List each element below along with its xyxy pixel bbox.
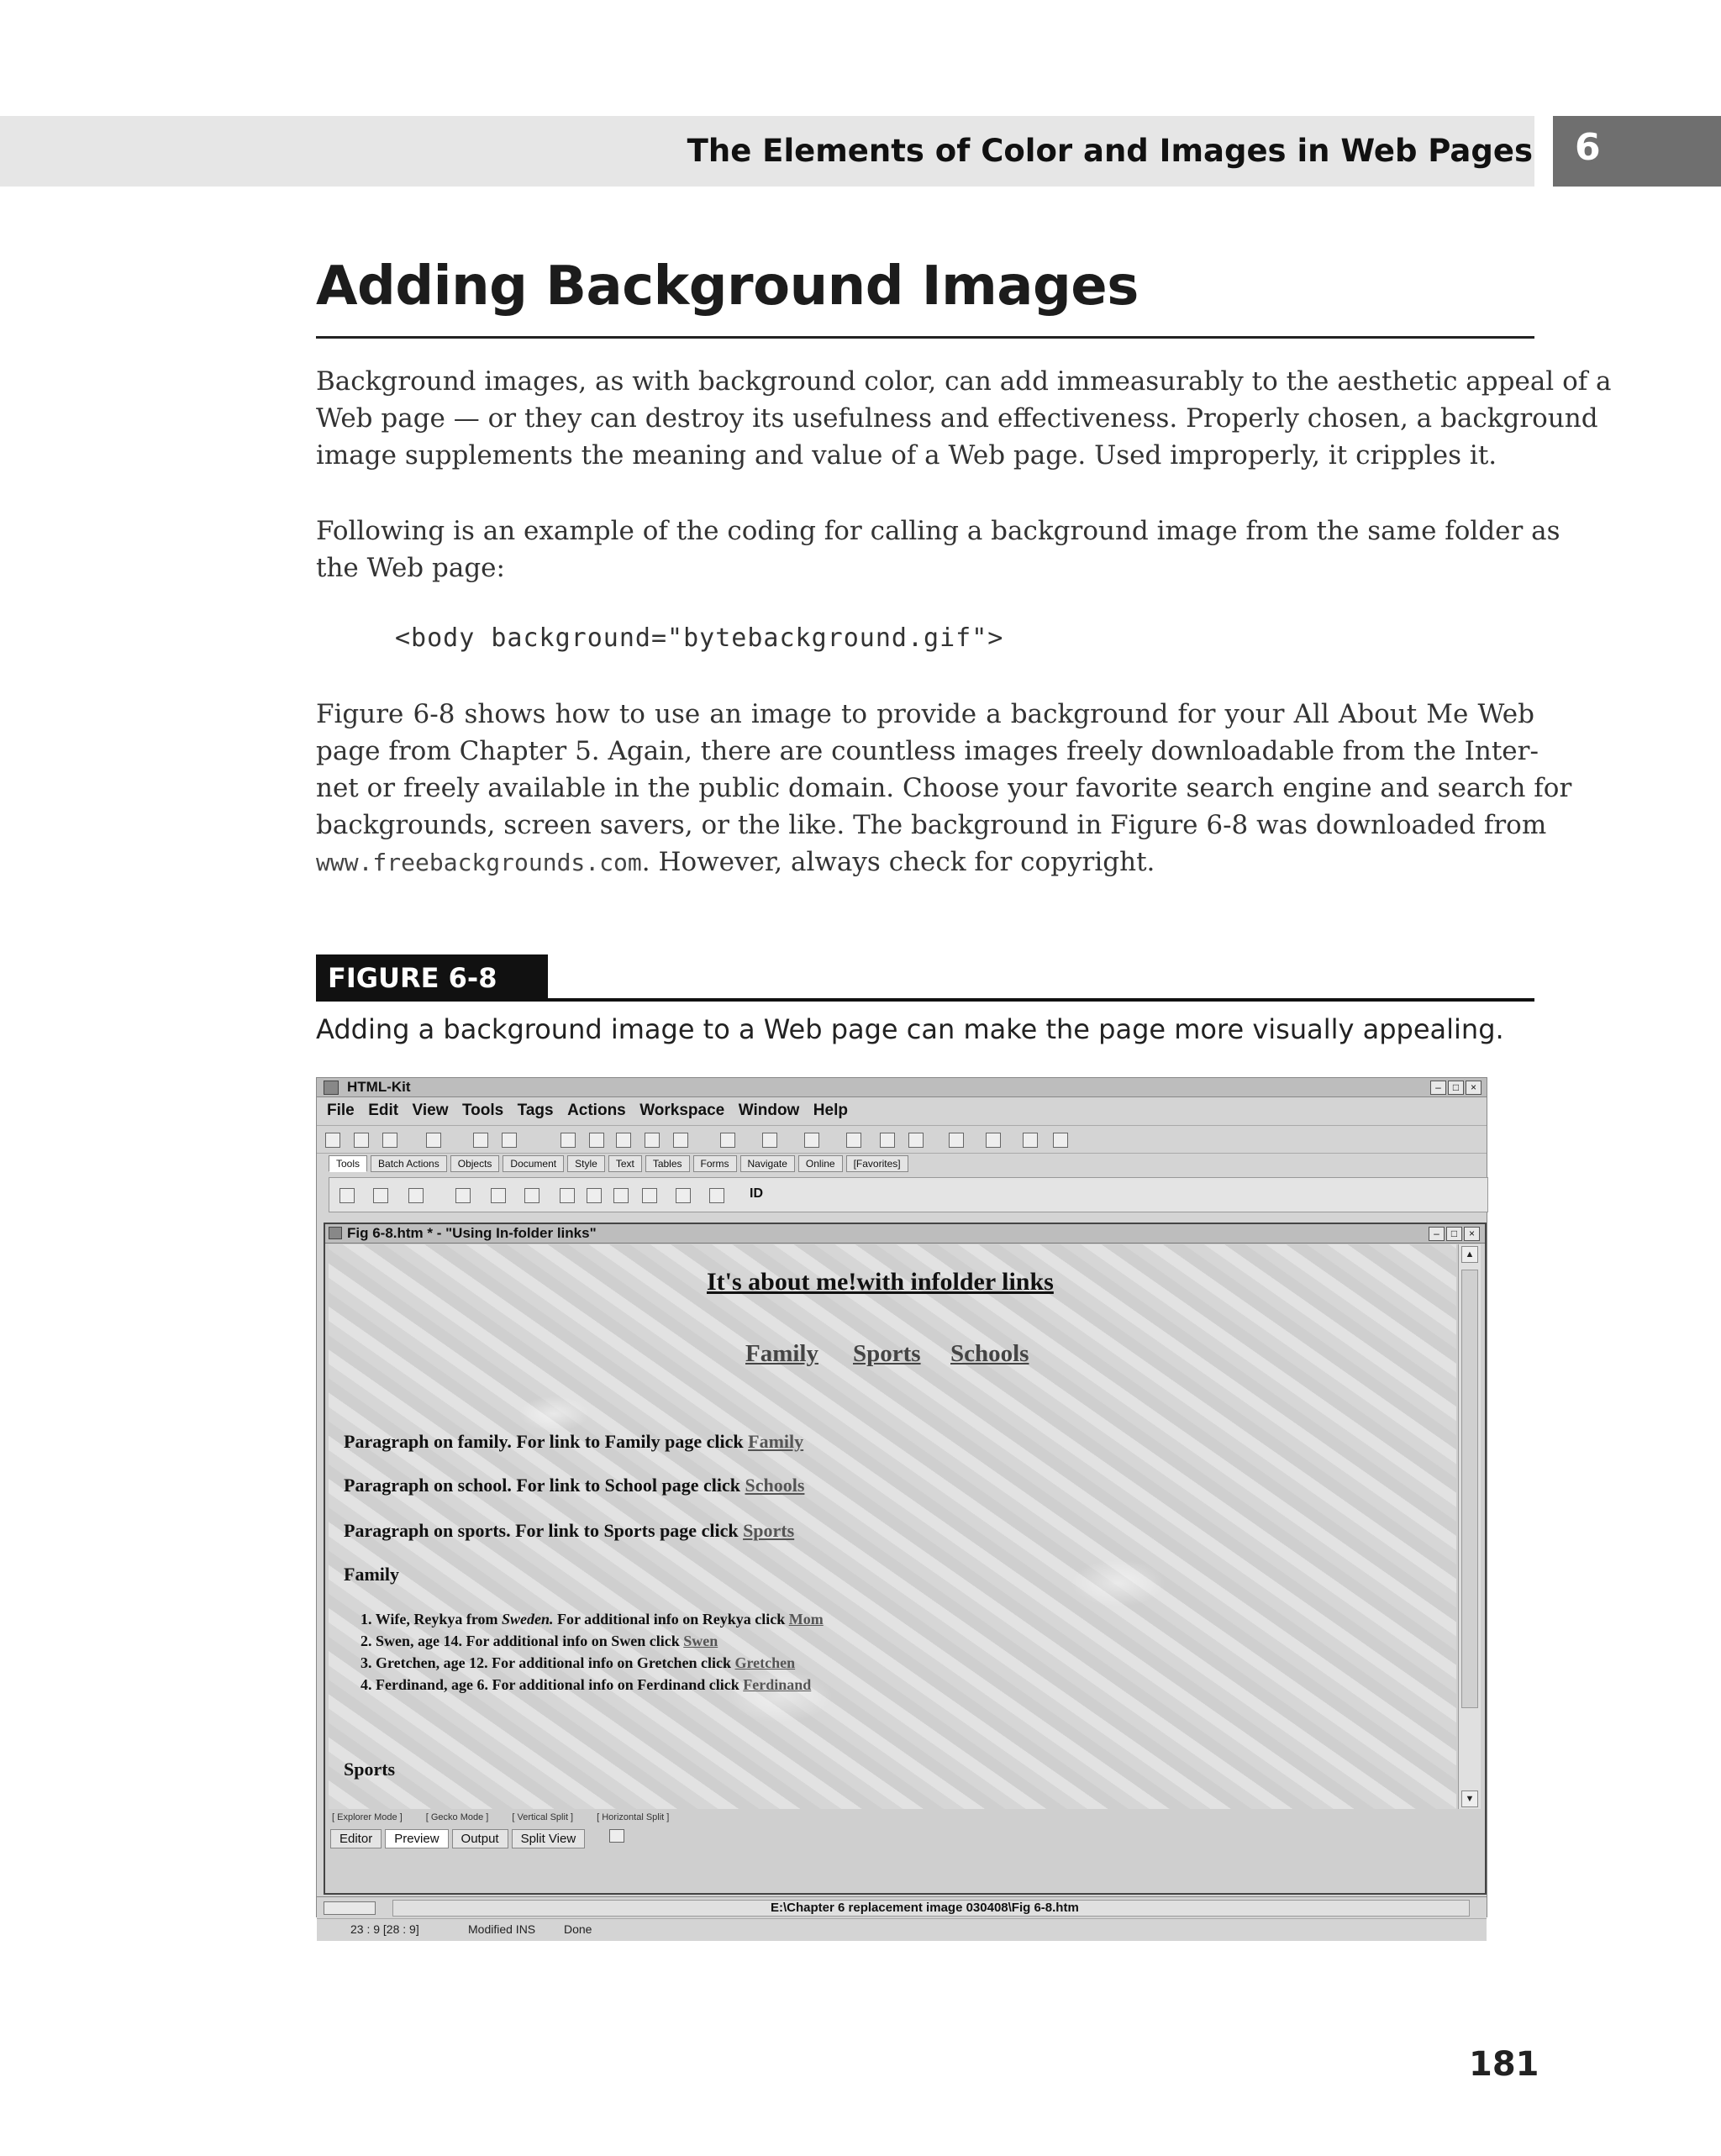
page-number: 181: [1469, 2045, 1539, 2084]
nav-link-schools[interactable]: Schools: [950, 1340, 1029, 1367]
mode-explorer[interactable]: [ Explorer Mode ]: [332, 1812, 403, 1822]
paragraph-line: backgrounds, screen savers, or the like. The background in Figure 6-8 was downloaded from: [316, 810, 1547, 840]
save-icon[interactable]: [426, 1133, 441, 1148]
find-icon[interactable]: [804, 1133, 819, 1148]
list-item: [361, 1676, 811, 1694]
list-text: Wife, Reykya from: [375, 1611, 498, 1628]
document-title-bar: [325, 1224, 1485, 1244]
tab-output[interactable]: Output: [452, 1829, 508, 1848]
document-icon[interactable]: [560, 1188, 575, 1203]
menu-view[interactable]: View: [412, 1102, 449, 1119]
file-path: E:\Chapter 6 replacement image 030408\Fig 6-8.htm: [771, 1901, 1079, 1915]
tree-icon[interactable]: [880, 1133, 895, 1148]
link-sports[interactable]: Sports: [743, 1520, 795, 1541]
tab-navigate[interactable]: Navigate: [740, 1155, 795, 1172]
paste-icon[interactable]: [645, 1133, 660, 1148]
new-file-icon[interactable]: [325, 1133, 340, 1148]
copy-icon[interactable]: [616, 1133, 631, 1148]
link-swen[interactable]: Swen: [683, 1633, 718, 1649]
paragraph-line: Web page — or they can destroy its usefulness and effectiveness. Properly chosen, a background: [316, 403, 1598, 434]
close-icon[interactable]: ×: [1464, 1227, 1480, 1241]
tab-style[interactable]: Style: [567, 1155, 605, 1172]
text-icon[interactable]: [524, 1188, 539, 1203]
redo-icon[interactable]: [762, 1133, 777, 1148]
table-icon[interactable]: [676, 1188, 691, 1203]
link-family[interactable]: Family: [748, 1431, 804, 1452]
maximize-icon[interactable]: □: [1448, 1081, 1464, 1095]
list-icon[interactable]: [642, 1188, 657, 1203]
view-tabs: [330, 1829, 628, 1848]
paragraph-line: net or freely available in the public domain. Choose your favorite search engine and search for: [316, 773, 1572, 803]
document-window: [324, 1223, 1487, 1895]
running-header-title: The Elements of Color and Images in Web Pages: [687, 133, 1533, 169]
mode-horizontal-split[interactable]: [ Horizontal Split ]: [597, 1812, 670, 1822]
url-text: www.freebackgrounds.com: [316, 849, 642, 876]
window-icon[interactable]: [986, 1133, 1001, 1148]
section-heading: Adding Background Images: [316, 255, 1139, 318]
tools-toolbar: [329, 1177, 1488, 1212]
paragraph-line: the Web page:: [316, 553, 505, 583]
family-heading: Family: [344, 1564, 399, 1585]
tab-tools[interactable]: Tools: [329, 1155, 367, 1172]
clipboard-icon[interactable]: [561, 1133, 576, 1148]
mode-vertical-split[interactable]: [ Vertical Split ]: [512, 1812, 574, 1822]
figure-label: FIGURE 6-8: [328, 962, 497, 994]
nav-buttons-icon[interactable]: [324, 1901, 376, 1915]
tab-text[interactable]: Text: [608, 1155, 642, 1172]
cut-icon[interactable]: [589, 1133, 604, 1148]
mode-gecko[interactable]: [ Gecko Mode ]: [425, 1812, 489, 1822]
list-emphasis: Sweden.: [502, 1611, 554, 1628]
paragraph-tail: . However, always check for copyright.: [641, 847, 1155, 877]
paragraph-text: Paragraph on family. For link to Family page click: [344, 1431, 744, 1452]
cursor-position: 23 : 9 [28 : 9]: [350, 1922, 419, 1936]
paragraph-text: Paragraph on sports. For link to Sports page click: [344, 1520, 739, 1541]
app-icon: [324, 1081, 339, 1095]
brush-icon[interactable]: [373, 1188, 388, 1203]
paragraph-school: [344, 1475, 804, 1496]
menu-tools[interactable]: Tools: [461, 1102, 504, 1119]
list-number: 2.: [361, 1633, 372, 1649]
paragraph-1: [316, 363, 1612, 474]
paragraph-line: page from Chapter 5. Again, there are countless images freely downloadable from the Inter-: [316, 736, 1539, 766]
anchor-icon[interactable]: [613, 1188, 629, 1203]
figure-label-tab: [316, 954, 548, 1002]
link-gretchen[interactable]: Gretchen: [734, 1654, 796, 1671]
link-ferdinand[interactable]: Ferdinand: [743, 1676, 812, 1693]
figure-rule: [316, 998, 1534, 1002]
list-text: Swen, age 14. For additional info on Swen click: [376, 1633, 680, 1649]
list-item: [361, 1654, 795, 1672]
link-schools[interactable]: Schools: [745, 1475, 805, 1496]
tab-online[interactable]: Online: [798, 1155, 843, 1172]
monitor-icon[interactable]: [949, 1133, 964, 1148]
paragraph-line: image supplements the meaning and value of a Web page. Used improperly, it cripples it.: [316, 440, 1497, 471]
list-item: [361, 1633, 718, 1650]
tab-editor[interactable]: Editor: [330, 1829, 382, 1848]
main-toolbar: [317, 1125, 1487, 1154]
scroll-down-icon[interactable]: ▼: [1461, 1791, 1478, 1807]
layout-icon[interactable]: [846, 1133, 861, 1148]
nav-link-family[interactable]: Family: [745, 1340, 818, 1367]
menu-workspace[interactable]: Workspace: [639, 1102, 725, 1119]
pointer-icon[interactable]: [339, 1188, 355, 1203]
scroll-up-icon[interactable]: ▲: [1461, 1246, 1478, 1263]
image-icon[interactable]: [908, 1133, 924, 1148]
list-item: [361, 1611, 824, 1628]
close-icon[interactable]: ×: [1466, 1081, 1482, 1095]
paragraph-line: Figure 6-8 shows how to use an image to provide a background for your All About Me Web: [316, 699, 1534, 729]
preview-heading: It's about me!with infolder links: [707, 1268, 1054, 1296]
undo-icon[interactable]: [720, 1133, 735, 1148]
paragraph-sports: [344, 1520, 794, 1542]
path-bar: [317, 1896, 1487, 1919]
paragraph-family: [344, 1431, 803, 1453]
tab-forms[interactable]: Forms: [693, 1155, 737, 1172]
document-title: Fig 6-8.htm * - "Using In-folder links": [347, 1225, 597, 1241]
settings-icon[interactable]: [609, 1829, 624, 1843]
paragraph-2: [316, 513, 1560, 586]
render-mode-bar: [332, 1812, 692, 1822]
chapter-number: 6: [1575, 126, 1601, 169]
scrollbar-thumb[interactable]: [1461, 1270, 1478, 1708]
list-number: 1.: [361, 1611, 372, 1628]
minimize-icon[interactable]: –: [1429, 1227, 1445, 1241]
clock-icon[interactable]: [491, 1188, 506, 1203]
tab-document[interactable]: Document: [503, 1155, 564, 1172]
menu-tags[interactable]: Tags: [517, 1102, 554, 1119]
document-icon: [329, 1227, 342, 1239]
tab-favorites[interactable]: [Favorites]: [846, 1155, 908, 1172]
list-text: For additional info on Reykya click: [553, 1611, 786, 1628]
minimize-icon[interactable]: –: [1430, 1081, 1446, 1095]
list-text: Gretchen, age 12. For additional info on Gretchen click: [376, 1654, 731, 1671]
list-number: 3.: [361, 1654, 372, 1671]
done-status: Done: [564, 1922, 592, 1936]
figure-screenshot: [316, 1077, 1487, 1936]
window-controls: [1429, 1080, 1482, 1095]
chapter-number-tab: [1553, 116, 1721, 187]
app-title: HTML-Kit: [347, 1079, 411, 1095]
nav-link-sports[interactable]: Sports: [853, 1340, 921, 1367]
list-number: 4.: [361, 1676, 372, 1693]
code-sample: <body background="bytebackground.gif">: [395, 623, 1004, 653]
status-bar: [317, 1918, 1487, 1941]
paragraph-3: [316, 696, 1572, 881]
print-icon[interactable]: [473, 1133, 488, 1148]
tab-preview[interactable]: Preview: [385, 1829, 448, 1848]
tab-tables[interactable]: Tables: [645, 1155, 690, 1172]
equals-icon[interactable]: [455, 1188, 471, 1203]
figure-caption: Adding a background image to a Web page can make the page more visually appealing.: [316, 1013, 1504, 1045]
tab-batch-actions[interactable]: Batch Actions: [371, 1155, 447, 1172]
browser-preview: [329, 1244, 1456, 1809]
menu-bar: [317, 1098, 1487, 1123]
preview-icon[interactable]: [502, 1133, 517, 1148]
refresh-icon[interactable]: [1023, 1133, 1038, 1148]
toolbar-tabs: [329, 1155, 1487, 1175]
sports-heading: Sports: [344, 1759, 396, 1780]
tab-objects[interactable]: Objects: [450, 1155, 500, 1172]
edit-mode-status: Modified INS: [468, 1922, 536, 1936]
menu-file[interactable]: File: [327, 1102, 355, 1119]
document-window-controls: [1427, 1226, 1480, 1241]
heading-rule: [316, 336, 1534, 339]
paragraph-line: Background images, as with background color, can add immeasurably to the aesthetic appeal of a: [316, 366, 1612, 397]
paragraph-line: [316, 844, 1534, 881]
paragraph-text: Paragraph on school. For link to School page click: [344, 1475, 741, 1496]
menu-actions[interactable]: Actions: [567, 1102, 626, 1119]
menu-window[interactable]: Window: [738, 1102, 800, 1119]
menu-help[interactable]: Help: [813, 1102, 848, 1119]
id-dropdown[interactable]: ID: [750, 1186, 763, 1201]
delete-icon[interactable]: [673, 1133, 688, 1148]
vertical-scrollbar[interactable]: [1458, 1244, 1481, 1809]
form-icon[interactable]: [709, 1188, 724, 1203]
menu-edit[interactable]: Edit: [368, 1102, 399, 1119]
link-icon[interactable]: [587, 1188, 602, 1203]
open-folder-icon[interactable]: [382, 1133, 397, 1148]
grid-icon[interactable]: [1053, 1133, 1068, 1148]
list-text: Ferdinand, age 6. For additional info on Ferdinand click: [376, 1676, 739, 1693]
tag-icon[interactable]: [408, 1188, 424, 1203]
link-mom[interactable]: Mom: [788, 1611, 824, 1628]
open-file-icon[interactable]: [354, 1133, 369, 1148]
paragraph-line: Following is an example of the coding for calling a background image from the same folder as: [316, 516, 1560, 546]
tab-split-view[interactable]: Split View: [512, 1829, 586, 1848]
maximize-icon[interactable]: □: [1446, 1227, 1462, 1241]
app-title-bar: [317, 1078, 1487, 1097]
